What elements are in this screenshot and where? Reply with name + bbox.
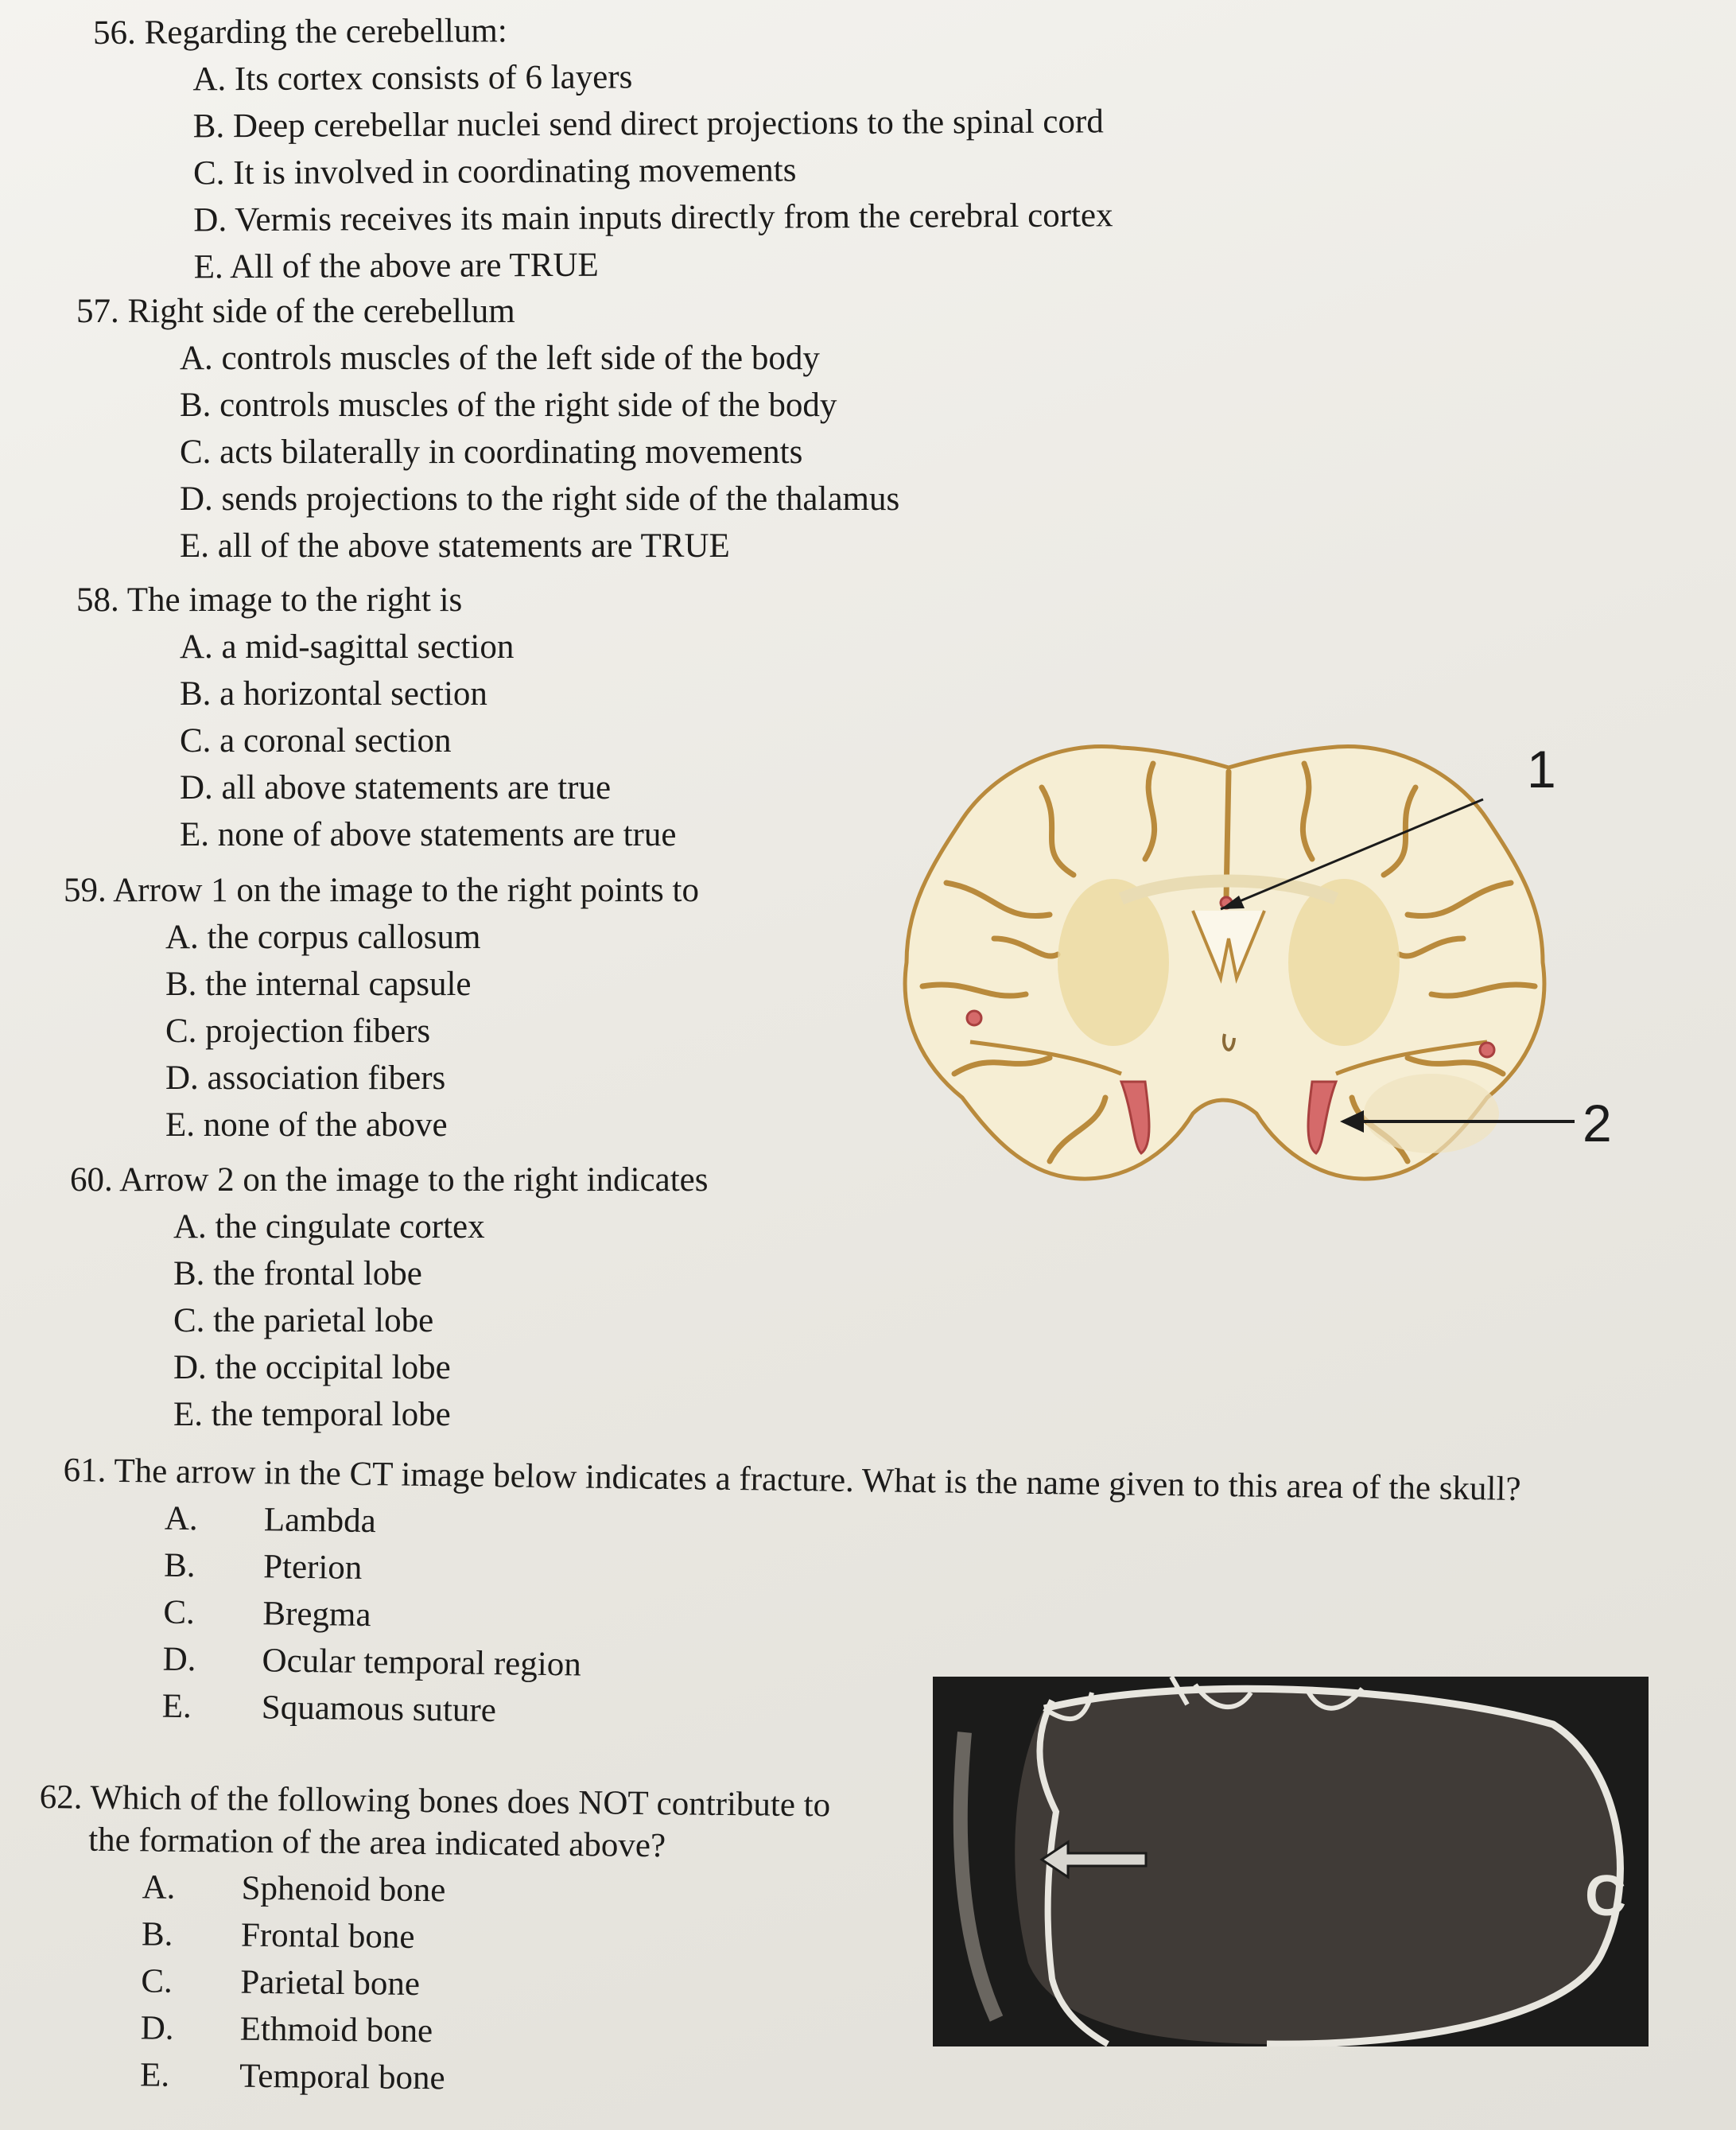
- question-59: [64, 873, 699, 1155]
- question-stem: 58. The image to the right is: [76, 581, 463, 619]
- option-text: Frontal bone: [240, 1916, 415, 1956]
- option-text: Squamous suture: [261, 1689, 497, 1730]
- option-e: E. All of the above are TRUE: [193, 246, 599, 286]
- option-letter: D.: [162, 1640, 196, 1679]
- option-e: [140, 2058, 931, 2100]
- option-b: [163, 1546, 1621, 1602]
- option-a: [142, 1870, 933, 1912]
- question-60: [70, 1163, 709, 1444]
- option-b: B. controls muscles of the right side of the body: [180, 387, 837, 424]
- option-b: B. a horizontal section: [180, 675, 487, 713]
- option-c: C. It is involved in coordinating movements: [192, 151, 797, 192]
- brain-coronal-section-figure: [859, 700, 1702, 1225]
- option-c: [141, 1964, 932, 2006]
- option-letter: B.: [163, 1546, 196, 1585]
- option-letter: E.: [161, 1687, 192, 1726]
- temporal-lobe-right: [1364, 1074, 1499, 1153]
- option-text: Sphenoid bone: [241, 1869, 446, 1910]
- option-e: E. none of above statements are true: [180, 816, 677, 853]
- option-letter: C.: [141, 1962, 173, 2000]
- option-letter: C.: [163, 1593, 196, 1632]
- question-stem: 61. The arrow in the CT image below indicates a fracture. What is the name given to this area of the skull?: [63, 1452, 1521, 1508]
- question-stem: 57. Right side of the cerebellum: [76, 293, 515, 330]
- option-a: A. Its cortex consists of 6 layers: [192, 58, 633, 99]
- question-58: [76, 581, 677, 865]
- option-text: Parietal bone: [240, 1963, 421, 2004]
- question-stem: 59. Arrow 1 on the image to the right points to: [64, 872, 699, 909]
- option-text: Ethmoid bone: [239, 2010, 433, 2050]
- question-stem-line-1: 62. Which of the following bones does NOT contribute to: [39, 1778, 831, 1825]
- option-letter: D.: [140, 2009, 174, 2047]
- option-c: C. acts bilaterally in coordinating movements: [180, 433, 803, 471]
- option-d: D. sends projections to the right side of the thalamus: [180, 480, 900, 518]
- option-a: A. controls muscles of the left side of the body: [180, 340, 820, 377]
- option-e: E. the temporal lobe: [173, 1396, 451, 1433]
- option-text: Pterion: [262, 1548, 363, 1587]
- option-d: D. all above statements are true: [180, 769, 612, 807]
- option-e: E. none of the above: [165, 1106, 448, 1144]
- question-56: [92, 11, 1113, 297]
- option-a: A. the cingulate cortex: [173, 1208, 485, 1246]
- option-letter: A.: [164, 1499, 199, 1538]
- option-a: [164, 1499, 1622, 1555]
- ct-label: C: [1585, 1864, 1626, 1928]
- ct-scan-image: [933, 1677, 1649, 2046]
- option-c: [163, 1593, 1621, 1649]
- option-letter: A.: [142, 1868, 176, 1907]
- question-stem-line-2: the formation of the area indicated above?: [87, 1821, 666, 1865]
- option-b: B. the frontal lobe: [173, 1255, 422, 1292]
- option-letter: B.: [141, 1915, 173, 1953]
- option-d: D. association fibers: [165, 1059, 446, 1097]
- question-stem: 60. Arrow 2 on the image to the right indicates: [70, 1161, 709, 1199]
- arrow-2-label: 2: [1583, 1094, 1612, 1152]
- option-c: C. a coronal section: [180, 722, 452, 760]
- basal-ganglia-left: [1058, 879, 1169, 1046]
- option-c: C. the parietal lobe: [173, 1302, 434, 1339]
- option-a: A. the corpus callosum: [165, 919, 481, 956]
- option-b: [142, 1917, 933, 1959]
- option-d: [141, 2011, 932, 2053]
- option-c: C. projection fibers: [165, 1013, 431, 1050]
- question-57: [76, 293, 900, 576]
- option-b: B. Deep cerebellar nuclei send direct projections to the spinal cord: [192, 103, 1104, 146]
- option-d: D. the occipital lobe: [173, 1349, 451, 1386]
- arrow-1-label: 1: [1527, 740, 1556, 799]
- option-text: Temporal bone: [239, 2057, 445, 2097]
- option-text: Bregma: [262, 1595, 371, 1634]
- option-a: A. a mid-sagittal section: [180, 628, 515, 666]
- option-text: Lambda: [263, 1501, 377, 1541]
- option-e: E. all of the above statements are TRUE: [180, 527, 730, 565]
- option-b: B. the internal capsule: [165, 966, 472, 1003]
- option-letter: E.: [139, 2056, 170, 2094]
- basal-ganglia-right: [1288, 879, 1400, 1046]
- option-text: Ocular temporal region: [262, 1642, 582, 1684]
- option-d: D. Vermis receives its main inputs directly from the cerebral cortex: [193, 196, 1113, 239]
- question-62: [37, 1780, 831, 2112]
- question-stem: 56. Regarding the cerebellum:: [92, 12, 507, 52]
